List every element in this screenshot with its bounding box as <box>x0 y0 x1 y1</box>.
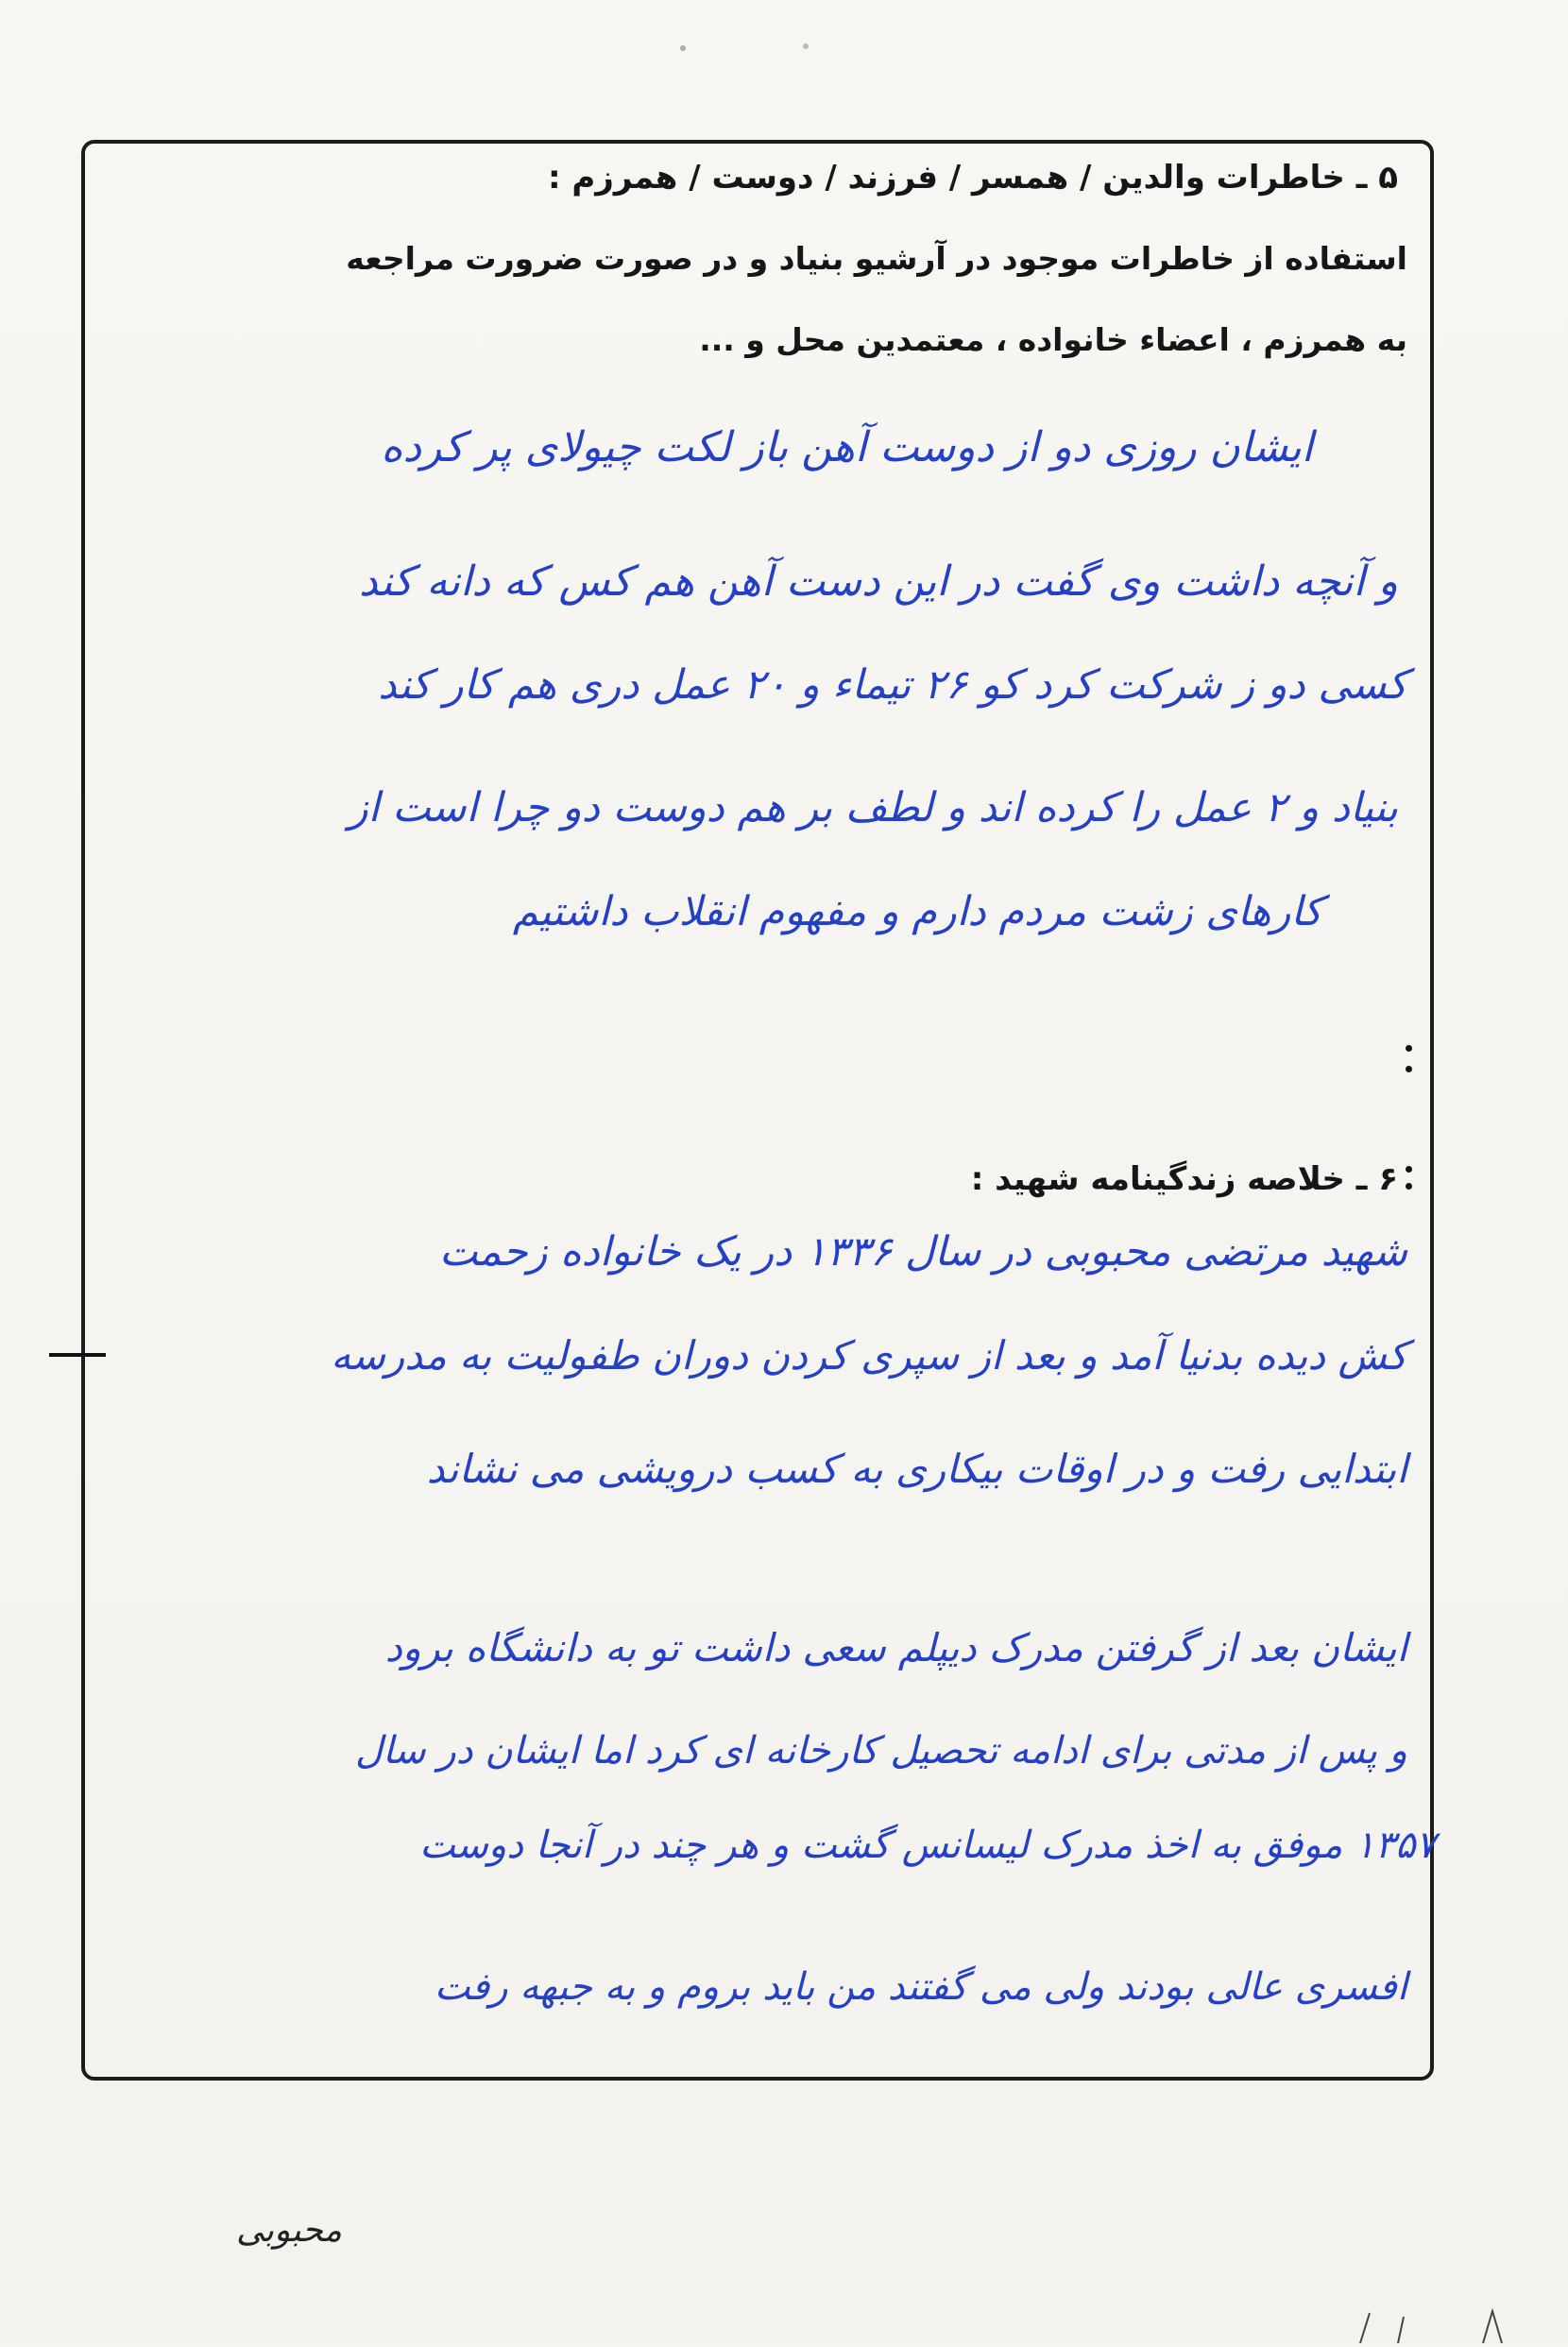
biography-handwritten-line-2: کش دیده بدنیا آمد و بعد از سپری کردن دوران طفولیت به مدرسه <box>331 1332 1407 1379</box>
section6-title: ۶ ـ خلاصه زندگینامه شهید : <box>970 1160 1398 1198</box>
bottom-scribble <box>1341 2305 1530 2343</box>
memory-handwritten-line-1: ایشان روزی دو از دوست آهن باز لکت چیولای پر کرده <box>381 423 1313 471</box>
biography-handwritten-line-7: افسری عالی بودند ولی می گفتند من باید بروم و به جبهه رفت <box>434 1965 1407 2009</box>
biography-handwritten-line-5: و پس از مدتی برای ادامه تحصیل کارخانه ای کرد اما ایشان در سال <box>354 1729 1407 1773</box>
signature: محبوبی <box>236 2211 343 2250</box>
biography-handwritten-line-4: ایشان بعد از گرفتن مدرک دیپلم سعی داشت تو به دانشگاه برود <box>384 1625 1407 1670</box>
memory-handwritten-line-2: و آنچه داشت وی گفت در این دست آهن هم کس که دانه کند <box>359 557 1398 606</box>
memory-handwritten-line-5: کارهای زشت مردم دارم و مفهوم انقلاب داشتیم <box>512 888 1322 935</box>
biography-handwritten-line-6: ۱۳۵۷ موفق به اخذ مدرک لیسانس گشت و هر چند در آنجا دوست <box>419 1824 1436 1867</box>
margin-mark <box>1406 1183 1412 1190</box>
margin-mark <box>1406 1166 1412 1173</box>
margin-dash <box>49 1353 106 1357</box>
section5-title: ۵ ـ خاطرات والدین / همسر / فرزند / دوست / همرزم : <box>547 159 1398 197</box>
biography-handwritten-line-1: شهید مرتضی محبوبی در سال ۱۳۳۶ در یک خانواده زحمت <box>438 1228 1407 1276</box>
section5-instruction-line-1: استفاده از خاطرات موجود در آرشیو بنیاد و در صورت ضرورت مراجعه <box>346 240 1407 277</box>
margin-mark <box>1406 1066 1412 1072</box>
margin-mark <box>1406 1045 1412 1052</box>
scan-marks <box>661 42 850 60</box>
memory-handwritten-line-3: کسی دو ز شرکت کرد کو ۲۶ تیماء و ۲۰ عمل دری هم کار کند <box>378 661 1407 709</box>
biography-handwritten-line-3: ابتدایی رفت و در اوقات بیکاری به کسب درویشی می نشاند <box>426 1446 1407 1492</box>
section5-instruction-line-2: به همرزم ، اعضاء خانواده ، معتمدین محل و ... <box>699 321 1407 358</box>
memory-handwritten-line-4: بنیاد و ۲ عمل را کرده اند و لطف بر هم دوست دو چرا است از <box>348 784 1398 831</box>
